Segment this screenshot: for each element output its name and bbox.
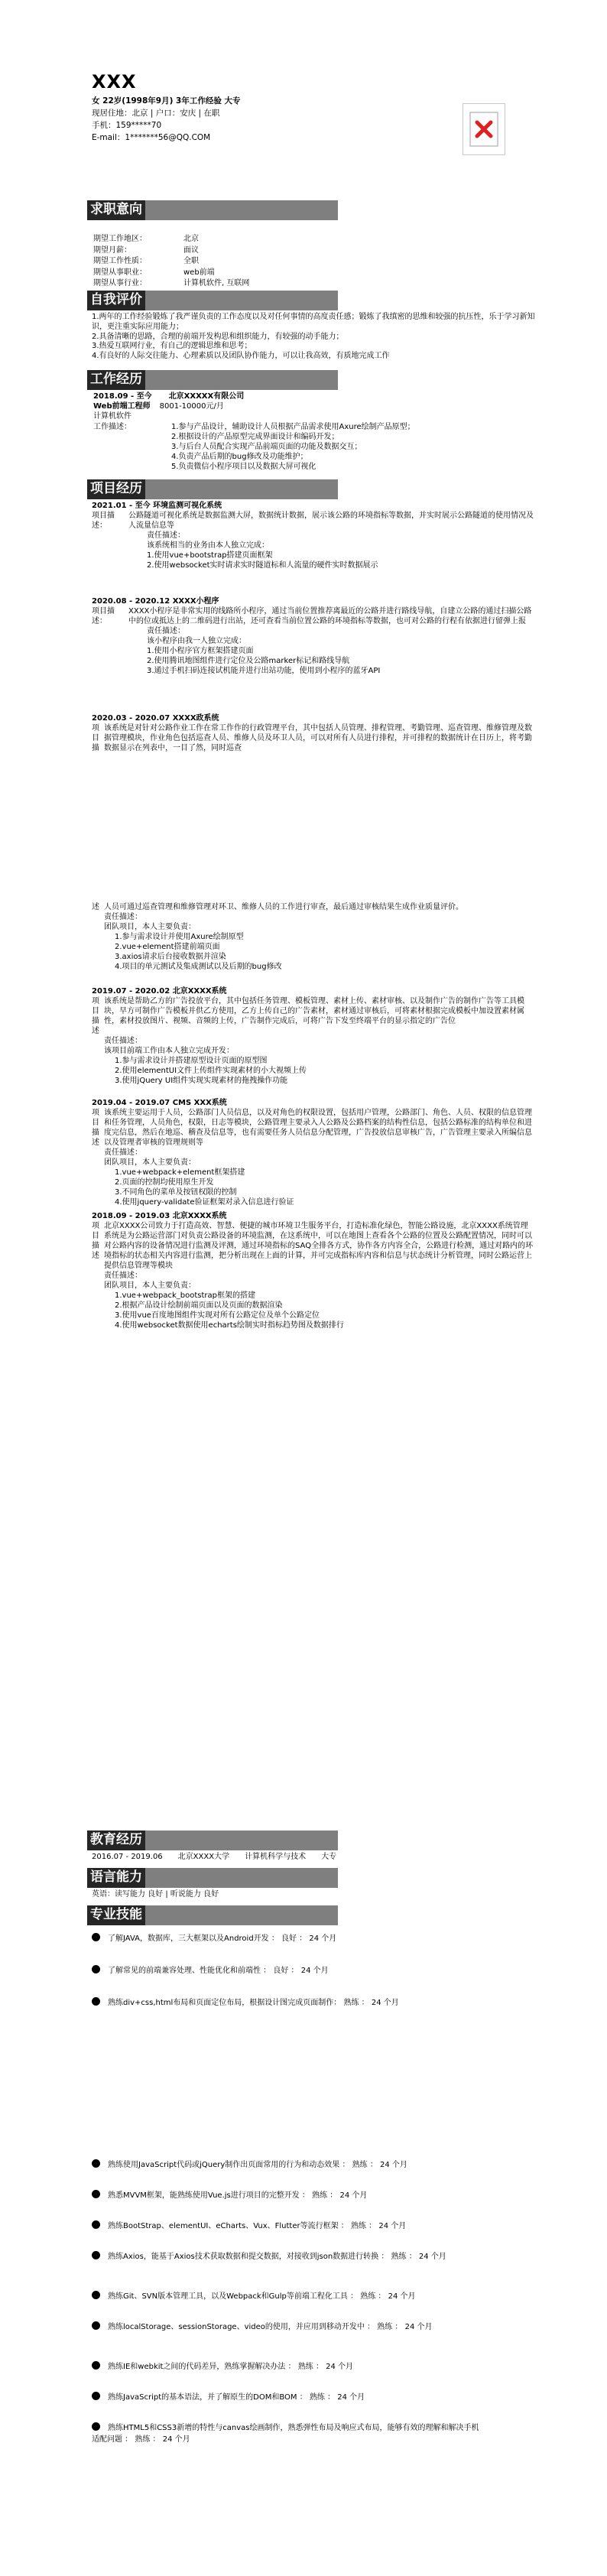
skill-item	[92, 1997, 482, 2009]
intent-key: 期望工作地区：	[93, 235, 147, 243]
skill-text: 熟练JavaScript的基本语法，并了解原生的DOM和BOM ： 熟练 ： 24 个月	[108, 2393, 365, 2402]
project-title: 2020.08 - 2020.12 XXXX小程序	[92, 597, 219, 606]
work-salary: 8001-10000元/月	[159, 402, 224, 411]
project-item: 2.使用websocket实时请求实时隧道标和人流量的硬件实时数据展示	[147, 561, 378, 570]
intent-value: 计算机软件, 互联网	[183, 279, 250, 287]
project-desc-label: 述	[92, 1139, 99, 1147]
project-title: 2019.07 - 2020.02 北京XXXX系统	[92, 987, 227, 996]
skill-text: 熟练localStorage、sessionStorage、video的使用，并应用到移动开发中 ： 熟练 ： 24 个月	[108, 2323, 433, 2331]
work-item: 4.负责产品后期的bug修改及功能维护；	[171, 453, 308, 462]
project-desc-label: 目	[92, 1007, 99, 1015]
project-resp-head: 该小程序由我一人独立完成：	[147, 637, 246, 645]
project-entry	[92, 1098, 535, 1207]
work-desc-label: 工作描述：	[93, 422, 131, 431]
skill-text: 了解JAVA，数据库，三大框架以及Android开发 ： 良好 ： 24 个月	[108, 1934, 337, 1943]
bullet-icon	[92, 2220, 100, 2229]
language-line: 英语：读写能力 良好 | 听说能力 良好	[92, 1890, 219, 1899]
work-item: 3.与后台人员配合实现产品前端页面的功能及数据交互；	[171, 442, 362, 451]
skill-text: 熟练Git、SVN版本管理工具，以及Webpack和Gulp等前端工程化工具 ： 熟练 ： 24 个月	[108, 2292, 416, 2301]
section-title: 项目经历	[87, 479, 145, 499]
section-title: 语言能力	[87, 1868, 145, 1888]
project-resp-title: 责任描述：	[104, 1037, 142, 1045]
basic-info-summary: 女 22岁(1998年9月) 3年工作经验 大专	[92, 96, 241, 106]
project-entry-continued	[92, 902, 535, 972]
self-eval-line: 4.有良好的人际交往能力、心理素质以及团队协作能力，可以让我高效，有质地完成工作	[92, 352, 390, 361]
section-title: 专业技能	[87, 1905, 145, 1925]
project-desc: 该系统是对针对公路作业工作在常工作作的行政管理平台，其中包括人员管理、排程管理、考勤管理、巡查管理、维修管理及数据管理模块，作业角色包括巡查人员、维修人员及环卫人员，可以对所有人员进行排程，并可排程的数据统计在日历上，将考勤数据显示在列表中，一目了然，同时巡查	[104, 724, 532, 752]
skill-item	[92, 2251, 482, 2263]
project-entry	[92, 713, 535, 753]
project-desc-label: 项	[92, 1109, 99, 1117]
project-item: 2.使用elementUI文件上传组件实现素材的小大视频上传	[115, 1067, 307, 1075]
project-resp-title: 责任描述：	[147, 627, 185, 635]
bullet-icon	[92, 1933, 100, 1941]
project-desc: XXXX小程序是非常实用的线路所小程序，通过当前位置推荐离最近的公路并进行路线导航，自建立公路的通过扫描公路中的位或抵达上的二维码进行出站，还可查看当前位置公路的环境指标等数据，也可对公路的行程有依据进行留弹上报	[128, 607, 532, 625]
project-desc-label: 述：	[92, 617, 107, 625]
bullet-icon	[92, 1965, 100, 1973]
intent-value: 全职	[183, 257, 199, 265]
bullet-icon	[92, 2291, 100, 2299]
section-skills	[87, 1905, 338, 1925]
skill-text: 熟练div+css,html布局和页面定位布局，根据设计图完成页面制作： 熟练 ： 24 个月	[108, 1999, 399, 2007]
bullet-icon	[92, 1997, 100, 2006]
skill-text: 熟练BootStrap、elementUI、eCharts、Vux、Flutter等流行框架 ： 熟练 ： 24 个月	[108, 2222, 407, 2230]
skill-text: 了解常见的前端兼容处理、性能优化和前端性 ： 良好 ： 24 个月	[108, 1967, 329, 1975]
project-desc: 人员可通过巡查管理和维修管理对环卫、维修人员的工作进行审查，最后通过审核结果生成作业质量评价。	[104, 903, 463, 911]
skill-item	[92, 2190, 482, 2202]
basic-info-email: E-mail：1*******56@QQ.COM	[92, 133, 211, 142]
education-major: 计算机科学与技术	[245, 1853, 307, 1861]
bullet-icon	[92, 2392, 100, 2400]
bullet-icon	[92, 2422, 100, 2431]
section-title: 求职意向	[87, 200, 145, 220]
project-desc-label: 描	[92, 744, 99, 752]
intent-key: 期望工作性质：	[93, 257, 147, 265]
work-entry	[93, 391, 521, 473]
project-title: 2019.04 - 2019.07 CMS XXX系统	[92, 1099, 227, 1107]
section-title: 教育经历	[87, 1830, 145, 1850]
project-item: 4.项目的单元测试及集成测试以及后期的bug修改	[115, 963, 282, 971]
project-resp-head: 团队项目，本人主要负责：	[104, 1158, 196, 1167]
intent-value: 面议	[183, 245, 199, 255]
intent-row	[93, 234, 249, 245]
section-title: 工作经历	[87, 370, 145, 390]
project-desc-label: 项	[92, 724, 99, 733]
skill-item	[92, 2291, 482, 2303]
self-eval-line: 1.两年的工作经验锻炼了我严谨负责的工作态度以及对任何事情的高度责任感；锻炼了我缜密的思维和较强的抗压性，乐于学习新知识，更注重实际应用能力；	[92, 313, 535, 331]
bullet-icon	[92, 2251, 100, 2259]
project-title: 2021.01 - 至今 环境监测可视化系统	[92, 502, 222, 510]
intent-row	[93, 245, 249, 257]
skill-item	[92, 2422, 482, 2445]
work-item: 2.根据设计的产品原型完成界面设计和编码开发；	[171, 432, 339, 441]
skill-item	[92, 2361, 482, 2373]
skill-text: 熟练IE和webkit之间的代码差异，熟练掌握解决办法 ： 熟练 ： 24 个月	[108, 2363, 354, 2371]
intent-key: 期望月薪：	[93, 245, 131, 255]
project-desc-label: 项目描	[92, 512, 115, 520]
project-item: 3.使用jQuery UI组件实现实现素材的拖拽操作功能	[115, 1077, 288, 1085]
intent-list	[93, 234, 249, 290]
section-intent	[87, 200, 338, 220]
project-item: 1.vue+webpack_bootstrap框架的搭建	[115, 1291, 255, 1300]
section-work	[87, 370, 338, 390]
work-period: 2018.09 - 至今	[93, 392, 152, 401]
project-desc-label: 描	[92, 1242, 99, 1250]
section-self-eval	[87, 291, 338, 310]
project-item: 1.使用小程序官方框架搭建页面	[147, 647, 254, 655]
project-desc: 公路隧道可视化系统是数据监测大屏，数据统计数据，展示该公路的环境指标等数据，并实时展示公路隧道的使用情况及人流量信息等	[128, 512, 534, 530]
intent-key: 期望从事职业：	[93, 268, 147, 277]
project-desc-label: 目	[92, 734, 99, 742]
project-entry	[92, 596, 535, 676]
project-item: 1.vue+webpack+element框架搭建	[115, 1168, 245, 1177]
project-item: 2.页面的控制均使用原生开发	[115, 1178, 214, 1187]
project-resp-head: 该系统相当的业务由本人独立完成：	[147, 541, 269, 550]
skill-item	[92, 2220, 482, 2233]
bullet-icon	[92, 2159, 100, 2168]
bullet-icon	[92, 2361, 100, 2370]
project-item: 3.axios请求后台接收数据并渲染	[115, 953, 226, 961]
intent-key: 期望从事行业：	[93, 279, 147, 287]
candidate-name: XXX	[92, 71, 137, 93]
project-desc: 该系统主要运用于人员，公路部门人员信息，以及对角色的权限设置，包括用户管理，公路部门、角色、人员、权限的信息管理和任务管理，人员角色，权限，日志等模块，公路管理主要录入人公路及公路档案的结构性信息，包括公路标准的结构单位和进度完信息，然后在地巡、稽查及信息等，也有需要任务人员信息分配管理，广告投放信息审核广告，广告管理主要录入所编信息以及管理者审核的管理规则等	[104, 1109, 532, 1147]
project-desc-label: 项目描	[92, 607, 115, 616]
broken-image-icon	[469, 112, 498, 147]
project-desc: 北京XXXX公司致力于打造高效、智慧、便捷的城市环境卫生服务平台，打造标准化绿色，智能公路设施，北京XXXX系统管理系统是为公路运营部门对负责公路设备的环境监测，在这系统中，可以在地图上查看各个公路的位置及公路配置情况，同时可以对公路内容的设备情况进行监测及评测，通过环境指标的SAQ全排各方式，协作各方内容全合，公路进行检测，通过对路内的环境指标的状态相关内容进行监测，把分析出现在上面的计算，并可完成指标库内容和信息与状态统计分析管理，同时公路运营上提供信息管理等模块	[104, 1222, 534, 1270]
project-desc-label: 项	[92, 997, 99, 1005]
section-project	[87, 479, 338, 499]
project-item: 3.不同角色的菜单及按钮权限的控制	[115, 1188, 237, 1197]
skill-text: 熟悉MVVM框架，能熟练使用Vue.js进行项目的完整开发 ： 熟练 ： 24 个月	[108, 2191, 368, 2200]
project-item: 2.vue+element搭建前端页面	[115, 943, 220, 951]
project-item: 4.使用websocket数据使用echarts绘制实时指标趋势图及数据排行	[115, 1321, 344, 1330]
project-item: 2.根据产品设计绘制前端页面以及页面的数据渲染	[115, 1301, 283, 1310]
project-item: 1.参与需求设计并使用Axure绘制原型	[115, 933, 244, 941]
bullet-icon	[92, 2321, 100, 2330]
project-item: 3.使用vue百度地图组件实现对所有公路定位及单个公路定位	[115, 1311, 320, 1320]
project-desc-label: 描	[92, 1129, 99, 1137]
skill-item	[92, 2392, 482, 2404]
intent-row	[93, 268, 249, 279]
project-desc-label: 述	[92, 903, 99, 911]
project-desc-label: 述	[92, 1027, 99, 1035]
self-eval-line: 3.热爱互联网行业，有自己的逻辑思维和思考；	[92, 342, 252, 351]
project-desc-label: 项	[92, 1222, 99, 1230]
work-item: 5.负责微信小程序项目以及数据大屏可视化	[171, 463, 316, 472]
skill-item	[92, 2321, 482, 2334]
project-desc-label: 述：	[92, 521, 107, 530]
project-resp-title: 责任描述：	[104, 1272, 142, 1280]
work-desc	[141, 422, 415, 473]
self-eval-line: 2.具备清晰的思路，合理的前端开发构思和组织能力，有较强的动手能力；	[92, 332, 344, 341]
basic-info-phone: 手机：159*****70	[92, 121, 162, 130]
skill-text: 熟练使用JavaScript代码或jQuery制作出页面常用的行为和动态效果 ： 熟练 ： 24 个月	[108, 2161, 407, 2169]
project-resp-head: 该项目前端工作由本人独立完成开发：	[104, 1047, 234, 1055]
work-industry: 计算机软件	[93, 412, 131, 421]
intent-value: 北京	[183, 235, 199, 243]
skill-item	[92, 2159, 482, 2172]
education-school: 北京XXXX大学	[177, 1853, 230, 1861]
project-title: 2020.03 - 2020.07 XXXX政系统	[92, 714, 219, 723]
intent-value: web前端	[183, 268, 215, 277]
project-entry	[92, 1211, 535, 1330]
project-desc-label: 目	[92, 1119, 99, 1127]
project-desc-label: 描	[92, 1017, 99, 1025]
project-title: 2018.09 - 2019.03 北京XXXX系统	[92, 1212, 227, 1220]
project-resp-head: 团队项目，本人主要负责：	[104, 923, 196, 931]
intent-row	[93, 256, 249, 268]
project-entry	[92, 986, 535, 1086]
self-eval-text	[92, 313, 535, 362]
education-period: 2016.07 - 2019.06	[92, 1853, 163, 1861]
basic-info-residence: 现居住地：北京 | 户口：安庆 | 在职	[92, 109, 220, 118]
project-item: 2.使用腾讯地图组件进行定位及公路marker标记和路线导航	[147, 657, 350, 665]
skill-item	[92, 1933, 482, 1945]
project-item: 3.通过手机扫码连接试机能并进行出站功能，使用到小程序的蓝牙API	[147, 667, 381, 675]
education-row	[92, 1852, 336, 1862]
project-item: 1.使用vue+bootstrap搭建页面框架	[147, 551, 273, 560]
section-language	[87, 1868, 338, 1888]
project-resp-title: 责任描述：	[104, 913, 142, 921]
work-company: 北京XXXXX有限公司	[168, 392, 245, 401]
project-desc-label: 述	[92, 1252, 99, 1260]
skill-item	[92, 1965, 482, 1977]
education-degree: 大专	[321, 1853, 337, 1861]
work-item: 1.参与产品设计，辅助设计人员根据产品需求使用Axure绘制产品原型；	[171, 422, 415, 431]
bullet-icon	[92, 2190, 100, 2198]
project-desc-label: 目	[92, 1232, 99, 1240]
project-item: 4.使用jquery-validate验证框架对录入信息进行验证	[115, 1198, 294, 1207]
project-resp-title: 责任描述：	[147, 531, 185, 540]
skill-text: 熟练HTML5和CSS3新增的特性与canvas绘画制作，熟悉弹性布局及响应式布局，能够有效的理解和解决手机适配问题 ： 熟练 ： 24 个月	[92, 2424, 479, 2444]
project-resp-head: 团队项目，本人主要负责：	[104, 1282, 196, 1290]
section-education	[87, 1830, 338, 1850]
project-desc: 该系统是帮助乙方的广告投放平台，其中包括任务管理、模板管理、素材上传、素材审核、以及制作广告的制作广告等工具模块，早方可制作广告模板并供乙方使用，乙方上传自己的广告素材，素材通过审核后，可将素材根据完成模板中加设置素材属性，素材投放图片、视频、音频的上传，广告制作完成后，可将广告下发至终端平台的显示指定的广告位	[104, 997, 524, 1025]
work-title: Web前端工程师	[93, 402, 151, 411]
profile-photo	[463, 103, 505, 155]
project-resp-title: 责任描述：	[104, 1148, 142, 1157]
section-title: 自我评价	[87, 291, 145, 310]
project-item: 1.参与需求设计并搭建原型设计页面的原型图	[115, 1057, 268, 1065]
intent-row	[93, 278, 249, 290]
basic-info	[92, 96, 451, 145]
skill-text: 熟练Axios，能基于Axios技术获取数据和提交数据，对接收到json数据进行转换 ： 熟练 ： 24 个月	[108, 2253, 446, 2261]
project-entry	[92, 501, 535, 570]
